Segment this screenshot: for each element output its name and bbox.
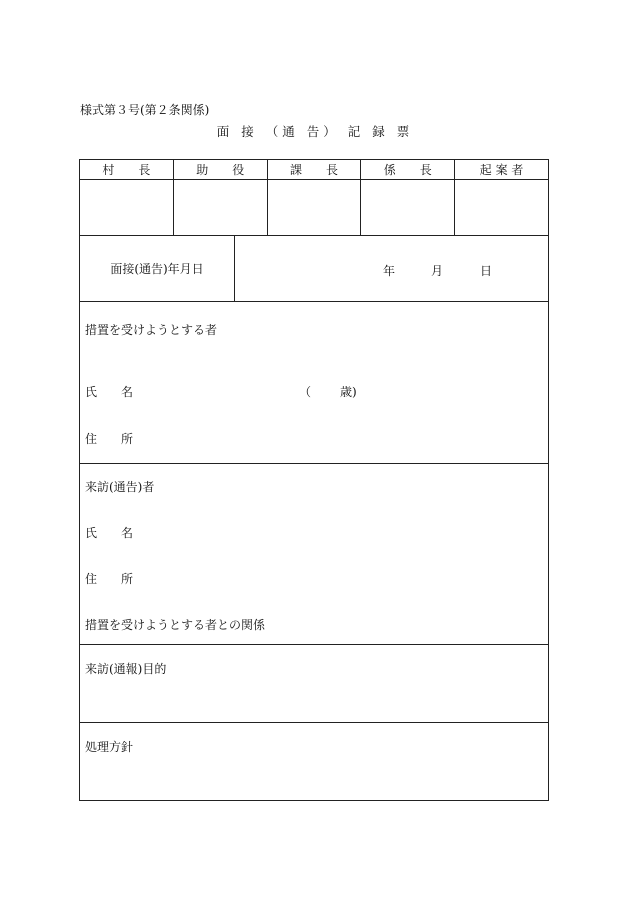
approval-column-section-chief xyxy=(268,160,362,235)
policy-heading: 処理方針 xyxy=(85,740,134,754)
title-char: 面 xyxy=(216,124,234,139)
age-label: 歳) xyxy=(340,385,357,399)
subject-name-label: 氏 名 xyxy=(85,385,134,399)
subject-heading: 措置を受けようとする者 xyxy=(85,323,218,337)
divider xyxy=(80,722,548,723)
stamp-box[interactable] xyxy=(361,180,454,235)
subject-address-label: 住 所 xyxy=(85,432,134,446)
divider xyxy=(80,301,548,302)
approval-header: 村 長 xyxy=(80,160,173,180)
month-label: 月 xyxy=(431,264,444,278)
approval-header: 課 長 xyxy=(268,160,361,180)
form-number: 様式第３号(第２条関係) xyxy=(80,103,210,117)
form-title xyxy=(0,122,630,140)
purpose-heading: 来訪(通報)目的 xyxy=(85,662,167,676)
title-char: 告） xyxy=(306,124,340,139)
stamp-box[interactable] xyxy=(174,180,267,235)
year-label: 年 xyxy=(383,264,396,278)
approval-header: 起 案 者 xyxy=(455,160,548,180)
interview-date-label: 面接(通告)年月日 xyxy=(80,236,235,301)
day-label: 日 xyxy=(480,264,493,278)
title-char: （通 xyxy=(265,124,299,139)
visitor-address-label: 住 所 xyxy=(85,572,134,586)
title-char: 接 xyxy=(241,124,258,139)
approval-header: 助 役 xyxy=(174,160,267,180)
approval-header: 係 長 xyxy=(361,160,454,180)
divider xyxy=(80,644,548,645)
approval-column-deputy xyxy=(174,160,268,235)
age-open-paren: （ xyxy=(299,385,312,399)
stamp-box[interactable] xyxy=(80,180,173,235)
approval-column-drafter xyxy=(455,160,548,235)
stamp-box[interactable] xyxy=(455,180,548,235)
approval-column-mayor xyxy=(80,160,174,235)
visitor-relation-label: 措置を受けようとする者との関係 xyxy=(85,618,266,632)
title-char: 記 xyxy=(347,124,365,139)
visitor-heading: 来訪(通告)者 xyxy=(85,480,155,494)
title-char: 票 xyxy=(396,124,414,139)
divider xyxy=(80,463,548,464)
approval-stamp-table xyxy=(80,160,548,235)
stamp-box[interactable] xyxy=(268,180,361,235)
record-form xyxy=(79,159,549,801)
approval-column-subsection-chief xyxy=(361,160,455,235)
title-char: 録 xyxy=(372,124,389,139)
visitor-name-label: 氏 名 xyxy=(85,526,134,540)
